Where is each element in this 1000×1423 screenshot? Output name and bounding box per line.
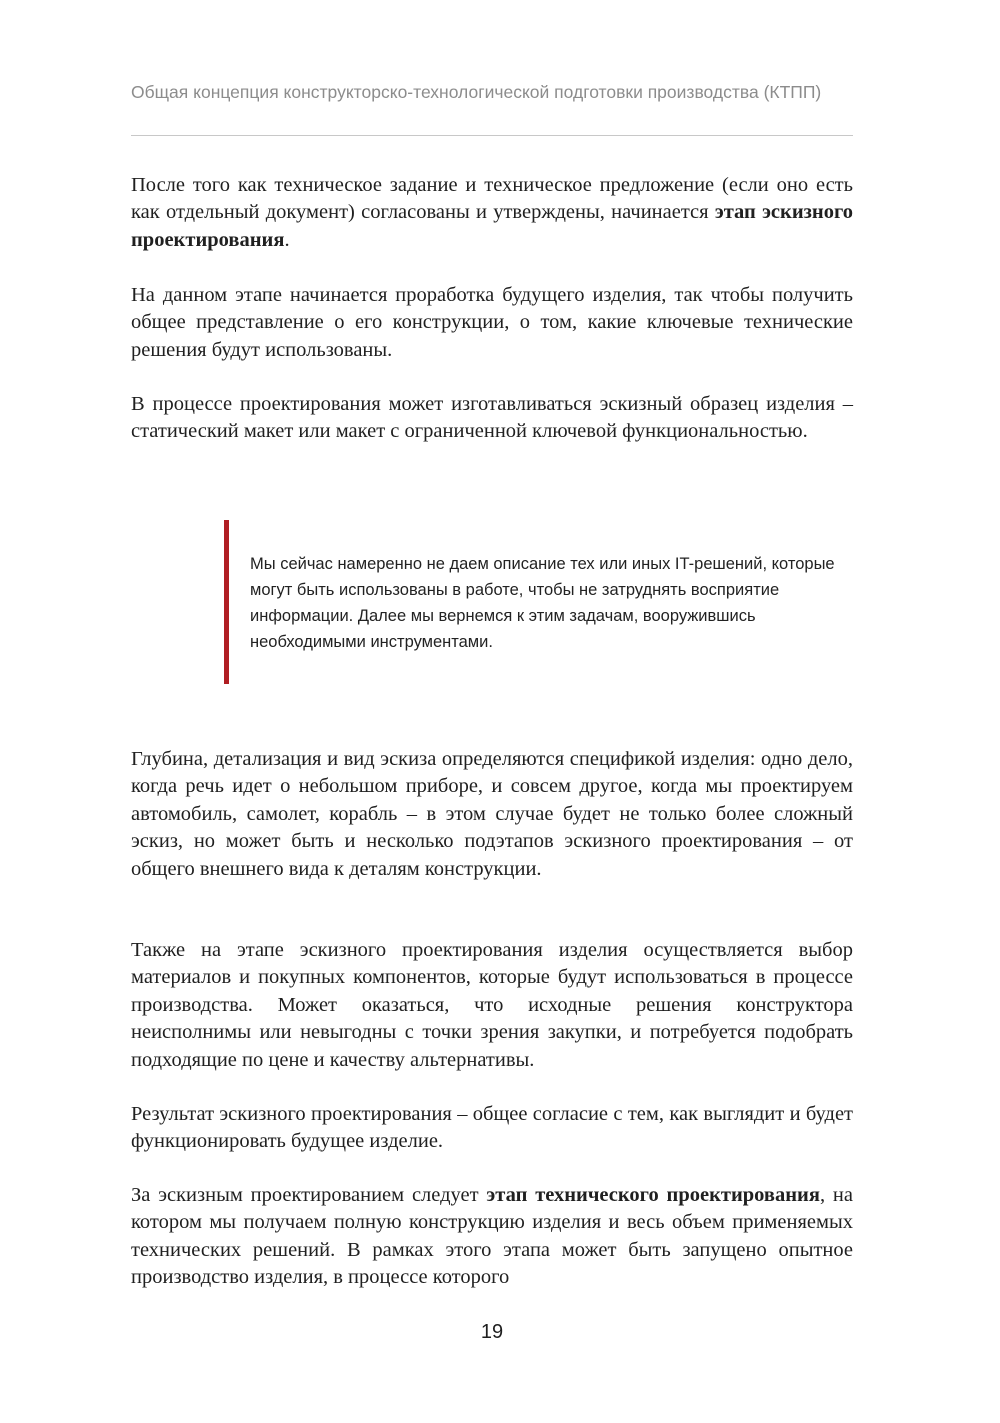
paragraph-sketch-sample: В процессе проектирования может изготавливаться эскизный образец изделия – статический макет или макет с ограниченной ключевой функциональностью. [131, 393, 853, 443]
paragraph-text: За эскизным проектированием следует [131, 1184, 487, 1206]
term-sketch-design-stage: этап эскизного проектирования [131, 201, 853, 251]
callout-text: Мы сейчас намеренно не даем описание тех или иных IT-решений, которые могут быть использованы в работе, чтобы не затруднять восприятие информации. Далее мы вернемся к этим задачам, вооружившись необходимыми инструментами. [250, 555, 835, 651]
page-number: 19 [480, 1321, 504, 1343]
paragraph-text: . [284, 228, 290, 251]
paragraph-text: После того как техническое задание и техническое предложение (если оно есть как отдельный документ) согласованы и утверждены, начинается [131, 174, 853, 224]
header-divider [131, 135, 853, 136]
paragraph-technical-design-stage [131, 1182, 853, 1292]
callout-note [224, 520, 844, 684]
paragraph-sketch-result: Результат эскизного проектирования – общее согласие с тем, как выглядит и будет функционировать будущее изделие. [131, 1103, 853, 1153]
paragraph-sketch-depth: Глубина, детализация и вид эскиза определяются спецификой изделия: одно дело, когда речь идет о небольшом приборе, и совсем другое, когда мы проектируем автомобиль, самолет, корабль – в этом случае будет не только более сложный эскиз, но может быть и несколько подэтапов эскизного проектирования – от общего внешнего вида к деталям конструкции. [131, 748, 853, 880]
callout-accent-bar [224, 520, 229, 684]
paragraph-sketch-stage-intro [131, 172, 853, 254]
paragraph-stage-description: На данном этапе начинается проработка будущего изделия, так чтобы получить общее представление о его конструкции, о том, какие ключевые технические решения будут использованы. [131, 284, 853, 361]
paragraph-text: , на котором мы получаем полную конструкцию изделия и весь объем применяемых технических решений. В рамках этого этапа может быть запущено опытное производство изделия, в процессе которого [131, 1184, 853, 1289]
running-header: Общая концепция конструкторско-технологической подготовки производства (КТПП) [131, 82, 822, 102]
term-technical-design-stage: этап технического проектирования [486, 1184, 820, 1206]
paragraph-material-selection: Также на этапе эскизного проектирования изделия осуществляется выбор материалов и покупных компонентов, которые будут использоваться в процессе производства. Может оказаться, что исходные решения конструктора неисполнимы или невыгодны с точки зрения закупки, и потребуется подобрать подходящие по цене и качеству альтернативы. [131, 939, 853, 1071]
